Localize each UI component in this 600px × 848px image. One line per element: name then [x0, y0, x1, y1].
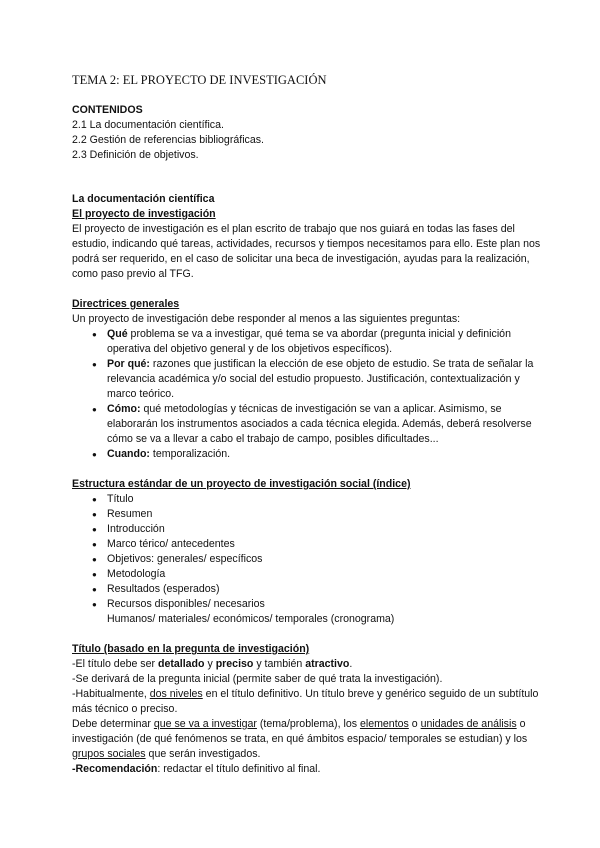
list-item: ● Recursos disponibles/ necesarios	[72, 597, 542, 612]
titulo-line: -Habitualmente, dos niveles en el título definitivo. Un título breve y genérico seguido de un subtítulo más técnico o preciso.	[72, 688, 539, 715]
estructura-heading: Estructura estándar de un proyecto de investigación social (índice)	[72, 478, 411, 490]
list-item: ● Metodología	[72, 567, 542, 582]
contents-item: 2.3 Definición de objetivos.	[72, 149, 199, 161]
list-item: ● Introducción	[72, 522, 542, 537]
contents-item: 2.2 Gestión de referencias bibliográficas.	[72, 134, 264, 146]
directrices-intro: Un proyecto de investigación debe responder al menos a las siguientes preguntas:	[72, 313, 461, 325]
section-subheading: El proyecto de investigación	[72, 208, 216, 220]
list-item: ● Cómo: qué metodologías y técnicas de investigación se van a aplicar. Asimismo, se elaborarán los instrumentos asociados a cada técnica elegida. Además, deberá resolverse cómo se va a llevar a cabo el trabajo de campo, posibles dificultades...	[72, 402, 542, 447]
titulo-heading: Título (basado en la pregunta de investigación)	[72, 643, 310, 655]
list-item: ● Cuando: temporalización.	[72, 447, 542, 462]
titulo-line: -Recomendación: redactar el título definitivo al final.	[72, 763, 321, 775]
list-item: ● Objetivos: generales/ específicos	[72, 552, 542, 567]
directrices-list	[72, 327, 542, 462]
directrices-heading: Directrices generales	[72, 298, 180, 310]
section-heading: La documentación científica	[72, 193, 215, 205]
estructura-list	[72, 492, 542, 612]
titulo-line: -El título debe ser detallado y preciso y también atractivo.	[72, 658, 353, 670]
list-item: ● Título	[72, 492, 542, 507]
list-item: ● Resultados (esperados)	[72, 582, 542, 597]
list-item: ● Marco térico/ antecedentes	[72, 537, 542, 552]
list-item: ● Qué problema se va a investigar, qué tema se va abordar (pregunta inicial y definición operativa del objetivo general y de los objetivos específicos).	[72, 327, 542, 357]
titulo-line: -Se derivará de la pregunta inicial (permite saber de qué trata la investigación).	[72, 673, 443, 685]
list-item: ● Por qué: razones que justifican la elección de ese objeto de estudio. Se trata de señalar la relevancia académica y/o social del estudio propuesto. Justificación, contextualización y marco teórico.	[72, 357, 542, 402]
contents-item: 2.1 La documentación científica.	[72, 119, 224, 131]
list-item: ● Resumen	[72, 507, 542, 522]
titulo-line: Debe determinar que se va a investigar (tema/problema), los elementos o unidades de análisis o investigación (de qué fenómenos se trata, en qué ámbitos espacio/ temporales se estudian) y los grupos sociales que serán investigados.	[72, 718, 528, 760]
paragraph: El proyecto de investigación es el plan escrito de trabajo que nos guiará en todas las fases del estudio, indicando qué tareas, actividades, recursos y tiempos necesitamos para ello. Este plan nos podrá ser requerido, en el caso de solicitar una beca de investigación, ayudas para la realización, como paso previo al TFG.	[72, 223, 541, 280]
estructura-extra: Humanos/ materiales/ económicos/ temporales (cronograma)	[107, 613, 395, 625]
document-page	[72, 72, 542, 777]
contents-heading: CONTENIDOS	[72, 104, 143, 116]
document-title: TEMA 2: EL PROYECTO DE INVESTIGACIÓN	[72, 73, 327, 87]
